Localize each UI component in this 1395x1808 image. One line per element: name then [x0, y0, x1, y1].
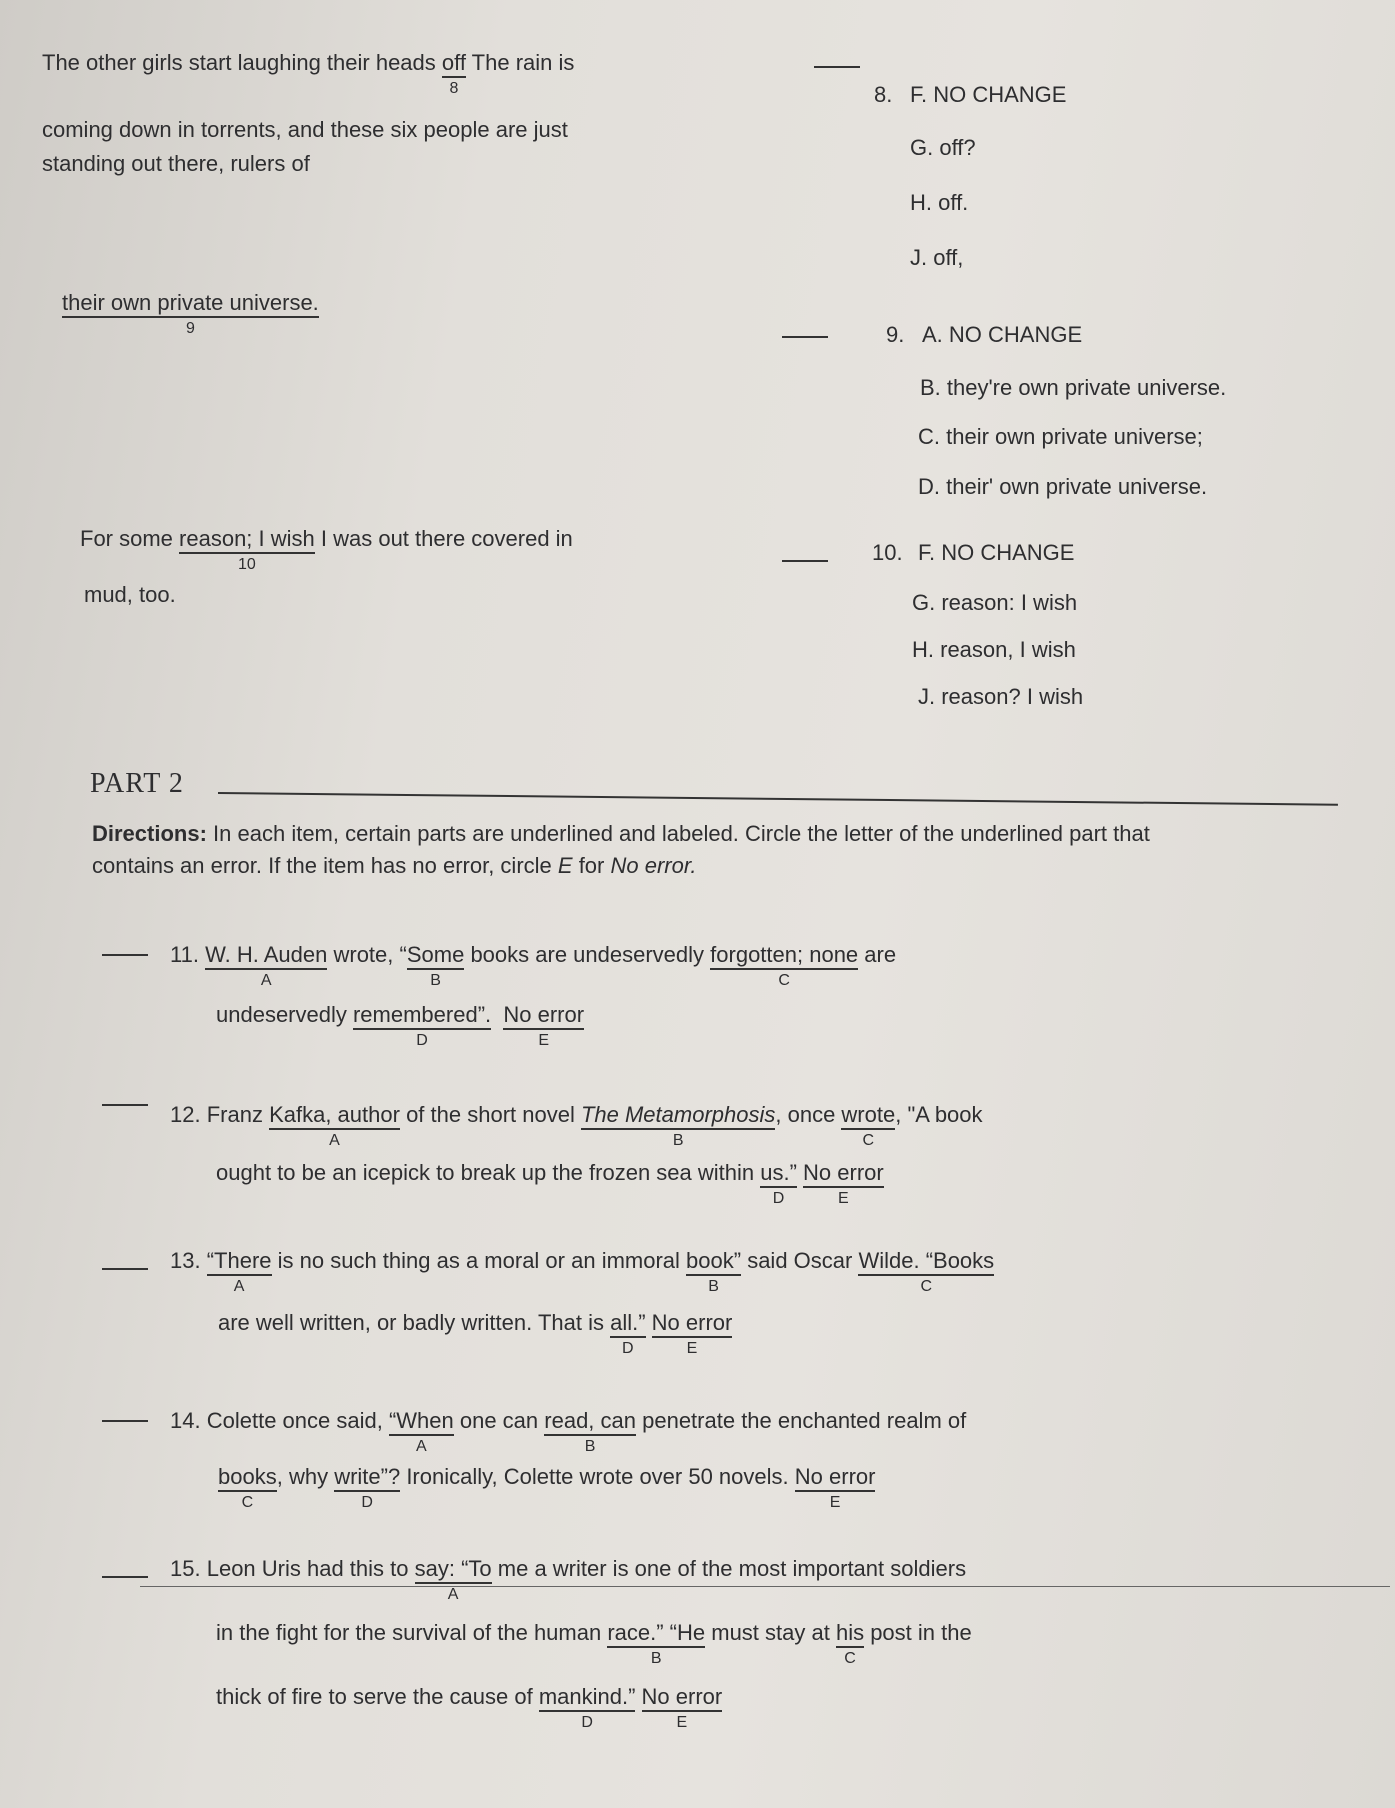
strike-line [140, 1586, 1390, 1587]
part-letter: E [838, 1190, 849, 1208]
item-number: 14. [170, 1408, 201, 1433]
part-letter: B [708, 1278, 719, 1296]
item-13-line-1 [170, 1248, 994, 1297]
item-text: one can [453, 1408, 545, 1433]
part-letter: E [829, 1494, 841, 1512]
part-letter: B [650, 1650, 662, 1668]
item-text: in the fight for the survival of the human [216, 1620, 608, 1645]
underlined-text: No error [803, 1160, 884, 1188]
item-text: me a writer is one of the most important soldiers [491, 1556, 967, 1581]
item-text: post in the [864, 1620, 972, 1645]
directions-e: E [557, 853, 573, 878]
item-number: 13. [170, 1248, 201, 1273]
option-9-d[interactable]: D. their' own private universe. [918, 474, 1208, 499]
item-text: Colette once said, [206, 1408, 389, 1433]
part-c[interactable] [836, 1620, 864, 1669]
passage-text: The rain is [465, 50, 575, 75]
section-heading: PART 2 [90, 768, 184, 799]
passage-line-1 [42, 50, 574, 99]
underlined-part-10 [179, 526, 315, 575]
directions-text: In each item, certain parts are underlined and labeled. Circle the letter of the underlined part that contains an error. If the item has no error, circle [92, 821, 1150, 878]
part-b[interactable] [607, 1620, 705, 1669]
underlined-text: off [442, 50, 466, 78]
part-c[interactable] [841, 1102, 895, 1151]
item-text: Ironically, Colette wrote over 50 novels. [400, 1464, 795, 1489]
option-8-h[interactable]: H. off. [910, 190, 969, 215]
option-9-b[interactable]: B. they're own private universe. [920, 375, 1227, 400]
passage-text: The other girls start laughing their heads [42, 50, 442, 75]
item-15-line-1 [170, 1556, 966, 1605]
underlined-text: books [218, 1464, 277, 1492]
underlined-text: wrote [841, 1102, 895, 1130]
part-letter: 9 [185, 320, 195, 338]
item-text: said Oscar [741, 1248, 859, 1273]
part-b[interactable] [686, 1248, 741, 1297]
item-11-line-2 [216, 1002, 584, 1051]
item-number: 12. [170, 1102, 201, 1127]
part-e-no-error[interactable] [795, 1464, 876, 1513]
underlined-text: book” [686, 1248, 741, 1276]
heading-rule [218, 792, 1338, 806]
underlined-part-9 [62, 290, 319, 339]
item-text: , why [276, 1464, 335, 1489]
item-text: ought to be an icepick to break up the frozen sea within [216, 1160, 761, 1185]
underlined-text: No error [642, 1684, 723, 1712]
passage-line-item-9 [62, 290, 319, 339]
part-c[interactable] [710, 942, 858, 991]
underlined-text: read, can [544, 1408, 636, 1436]
option-10-g[interactable]: G. reason: I wish [912, 590, 1078, 615]
part-letter: C [241, 1494, 254, 1512]
underlined-part-8 [442, 50, 466, 99]
part-letter: D [581, 1714, 593, 1732]
underlined-text: all.” [610, 1310, 645, 1338]
part-c[interactable] [858, 1248, 994, 1297]
underlined-text: their own private universe. [62, 290, 319, 318]
part-letter: A [233, 1278, 245, 1296]
option-9-c[interactable]: C. their own private universe; [918, 424, 1203, 449]
part-letter: C [778, 972, 790, 990]
part-e-no-error[interactable] [652, 1310, 733, 1359]
passage-line-3: standing out there, rulers of [42, 151, 310, 176]
answer-blank-8[interactable] [814, 66, 860, 68]
part-a[interactable] [269, 1102, 400, 1151]
item-text: is no such thing as a moral or an immoral [271, 1248, 687, 1273]
part-letter: C [844, 1650, 856, 1668]
part-letter: E [686, 1340, 698, 1358]
item-text: of the short novel [399, 1102, 581, 1127]
part-c[interactable] [218, 1464, 277, 1513]
underlined-text: us.” [760, 1160, 797, 1188]
underlined-text: “When [389, 1408, 454, 1436]
underlined-text: The Metamorphosis [581, 1102, 775, 1130]
underlined-text: “There [207, 1248, 272, 1276]
underlined-text: Kafka, author [269, 1102, 400, 1130]
part-d[interactable] [610, 1310, 645, 1359]
underlined-text: reason; I wish [179, 526, 315, 554]
underlined-text: No error [652, 1310, 733, 1338]
part-letter: E [676, 1714, 688, 1732]
underlined-text: No error [503, 1002, 584, 1030]
option-10-h[interactable]: H. reason, I wish [912, 637, 1076, 662]
part-letter: 8 [449, 80, 459, 98]
part-d[interactable] [353, 1002, 491, 1051]
item-text: penetrate the enchanted realm of [636, 1408, 967, 1433]
part-letter: B [584, 1438, 596, 1456]
underlined-text: Some [407, 942, 464, 970]
underlined-text: say: “To [415, 1556, 492, 1584]
part-letter: D [361, 1494, 373, 1512]
part-a[interactable] [205, 942, 327, 991]
option-8-f[interactable]: F. NO CHANGE [910, 82, 1067, 107]
part-letter: A [447, 1586, 459, 1604]
item-text: undeservedly [216, 1002, 353, 1027]
part-b[interactable] [407, 942, 464, 991]
directions [92, 818, 1192, 882]
underlined-text: remembered”. [353, 1002, 491, 1030]
part-letter: B [430, 972, 441, 990]
part-b[interactable] [544, 1408, 636, 1457]
option-10-j[interactable]: J. reason? I wish [918, 684, 1084, 709]
part-a[interactable] [207, 1248, 272, 1297]
part-letter: A [416, 1438, 427, 1456]
question-9-number: 9. [886, 322, 905, 347]
item-12-line-2 [216, 1160, 884, 1209]
question-10-number: 10. [872, 540, 903, 565]
passage-text: For some [80, 526, 180, 551]
item-15-line-2 [216, 1620, 972, 1669]
answer-blank-13[interactable] [102, 1268, 148, 1270]
underlined-text: W. H. Auden [205, 942, 327, 970]
item-text: must stay at [705, 1620, 836, 1645]
directions-label: Directions: [92, 821, 207, 846]
directions-text: for [572, 853, 611, 878]
answer-blank-15[interactable] [102, 1576, 148, 1578]
part-letter: C [862, 1132, 875, 1150]
part-letter: A [260, 972, 272, 990]
underlined-text: Wilde. “Books [858, 1248, 994, 1276]
underlined-text: forgotten; none [710, 942, 858, 970]
option-10-f[interactable]: F. NO CHANGE [918, 540, 1075, 565]
part-b[interactable] [581, 1102, 775, 1151]
underlined-text: No error [795, 1464, 876, 1492]
underlined-text: race.” “He [607, 1620, 705, 1648]
question-8-number: 8. [874, 82, 893, 107]
item-text: are [858, 942, 897, 967]
item-12-line-1 [170, 1102, 983, 1151]
answer-blank-9[interactable] [782, 336, 828, 338]
part-letter: D [622, 1340, 634, 1358]
underlined-text: write”? [334, 1464, 400, 1492]
part-d[interactable] [760, 1160, 797, 1209]
item-number: 15. [170, 1556, 201, 1581]
item-13-line-2 [218, 1310, 732, 1359]
answer-blank-10[interactable] [782, 560, 828, 562]
part-e-no-error[interactable] [803, 1160, 884, 1209]
item-text: , once [775, 1102, 842, 1127]
directions-no-error: No error. [610, 853, 697, 878]
part-a[interactable] [389, 1408, 454, 1457]
part-letter: C [920, 1278, 933, 1296]
item-text: , "A book [895, 1102, 983, 1127]
passage-text: I was out there covered in [314, 526, 573, 551]
item-text: Leon Uris had this to [206, 1556, 415, 1581]
item-text: Franz [206, 1102, 270, 1127]
part-letter: B [672, 1132, 684, 1150]
part-e-no-error[interactable] [642, 1684, 723, 1733]
part-letter: D [416, 1032, 428, 1050]
item-text: thick of fire to serve the cause of [216, 1684, 539, 1709]
answer-blank-14[interactable] [102, 1420, 148, 1422]
part-letter: 10 [238, 556, 256, 574]
item-text: are well written, or badly written. That is [218, 1310, 611, 1335]
underlined-text: his [836, 1620, 864, 1648]
passage-line-item-10 [80, 526, 573, 575]
item-text: books are undeservedly [464, 942, 711, 967]
passage-line-5: mud, too. [84, 582, 176, 607]
item-14-line-2 [218, 1464, 875, 1513]
option-8-j[interactable]: J. off, [910, 245, 964, 270]
part-letter: D [772, 1190, 785, 1208]
item-number: 11. [170, 942, 199, 967]
part-a[interactable] [415, 1556, 492, 1605]
item-11-line-1 [170, 942, 896, 991]
item-text: wrote, “ [327, 942, 407, 967]
answer-blank-11[interactable] [102, 954, 148, 956]
option-8-g[interactable]: G. off? [910, 135, 976, 160]
answer-blank-12[interactable] [102, 1104, 148, 1106]
part-d[interactable] [539, 1684, 636, 1733]
item-15-line-3 [216, 1684, 722, 1733]
part-e-no-error[interactable] [503, 1002, 584, 1051]
option-9-a[interactable]: A. NO CHANGE [922, 322, 1083, 347]
passage-line-2: coming down in torrents, and these six people are just [42, 117, 568, 142]
item-14-line-1 [170, 1408, 966, 1457]
part-letter: A [329, 1132, 340, 1150]
part-letter: E [538, 1032, 550, 1050]
underlined-text: mankind.” [539, 1684, 636, 1712]
part-d[interactable] [334, 1464, 400, 1513]
